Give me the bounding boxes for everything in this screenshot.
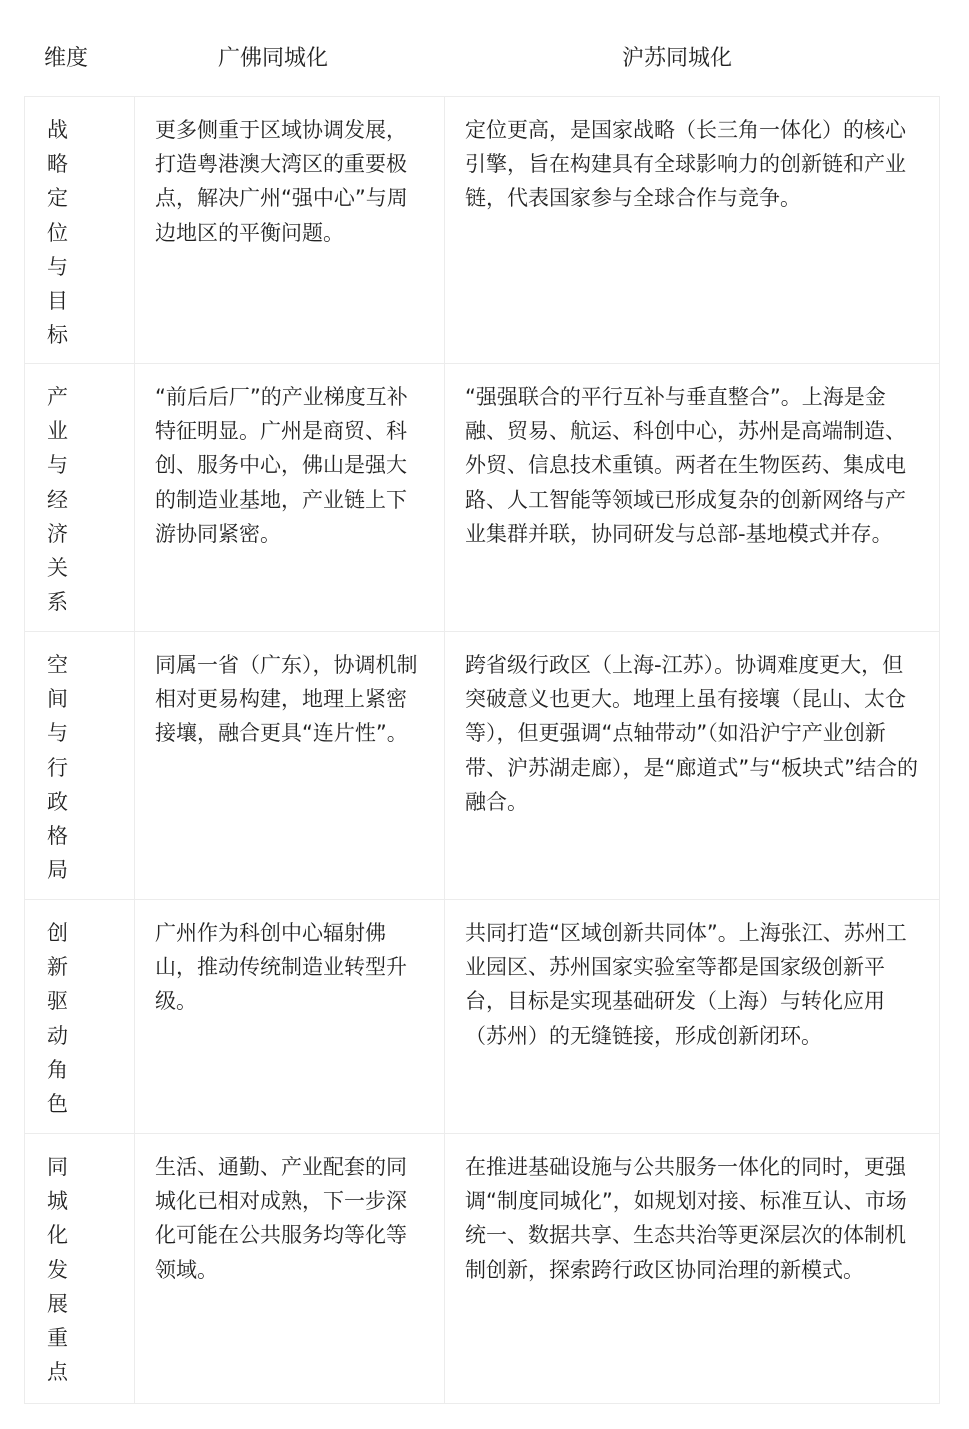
dimension-cell	[25, 900, 135, 1134]
table-row	[25, 900, 940, 1134]
guangfo-cell: 同属一省（广东），协调机制相对更易构建，地理上紧密接壤，融合更具“连片性”。	[135, 632, 445, 900]
husu-cell: “强强联合的平行互补与垂直整合”。上海是金融、贸易、航运、科创中心，苏州是高端制造、外贸、信息技术重镇。两者在生物医药、集成电路、人工智能等领域已形成复杂的创新网络与产业集群并联，协同研发与总部-基地模式并存。	[445, 364, 940, 632]
table-row	[25, 364, 940, 632]
header-husu: 沪苏同城化	[622, 46, 733, 71]
husu-cell: 定位更高，是国家战略（长三角一体化）的核心引擎，旨在构建具有全球影响力的创新链和产业链，代表国家参与全球合作与竞争。	[445, 97, 940, 364]
husu-cell: 在推进基础设施与公共服务一体化的同时，更强调“制度同城化”，如规划对接、标准互认、市场统一、数据共享、生态共治等更深层次的体制机制创新，探索跨行政区协同治理的新模式。	[445, 1134, 940, 1404]
header-dimension: 维度	[44, 46, 89, 71]
table-row	[25, 1134, 940, 1404]
guangfo-cell: 广州作为科创中心辐射佛山，推动传统制造业转型升级。	[135, 900, 445, 1134]
table-row	[25, 97, 940, 364]
guangfo-cell: 更多侧重于区域协调发展，打造粤港澳大湾区的重要极点，解决广州“强中心”与周边地区的平衡问题。	[135, 97, 445, 364]
dimension-cell	[25, 1134, 135, 1404]
guangfo-cell: “前后后厂”的产业梯度互补特征明显。广州是商贸、科创、服务中心，佛山是强大的制造业基地，产业链上下游协同紧密。	[135, 364, 445, 632]
dimension-label: 创新驱动角色	[47, 921, 68, 1117]
table-row	[25, 632, 940, 900]
comparison-table	[24, 96, 940, 1404]
husu-cell: 共同打造“区域创新共同体”。上海张江、苏州工业园区、苏州国家实验室等都是国家级创新平台，目标是实现基础研发（上海）与转化应用（苏州）的无缝链接，形成创新闭环。	[445, 900, 940, 1134]
dimension-label: 空间与行政格局	[47, 653, 68, 883]
dimension-label: 产业与经济关系	[47, 385, 68, 615]
dimension-cell	[25, 97, 135, 364]
header-guangfo: 广佛同城化	[218, 46, 329, 71]
guangfo-cell: 生活、通勤、产业配套的同城化已相对成熟，下一步深化可能在公共服务均等化等领域。	[135, 1134, 445, 1404]
dimension-label: 战略定位与目标	[47, 118, 68, 348]
dimension-cell	[25, 632, 135, 900]
table-header	[0, 0, 969, 96]
husu-cell: 跨省级行政区（上海-江苏）。协调难度更大，但突破意义也更大。地理上虽有接壤（昆山、太仓等），但更强调“点轴带动”（如沿沪宁产业创新带、沪苏湖走廊），是“廊道式”与“板块式”结合的融合。	[445, 632, 940, 900]
dimension-cell	[25, 364, 135, 632]
dimension-label: 同城化发展重点	[47, 1155, 68, 1385]
